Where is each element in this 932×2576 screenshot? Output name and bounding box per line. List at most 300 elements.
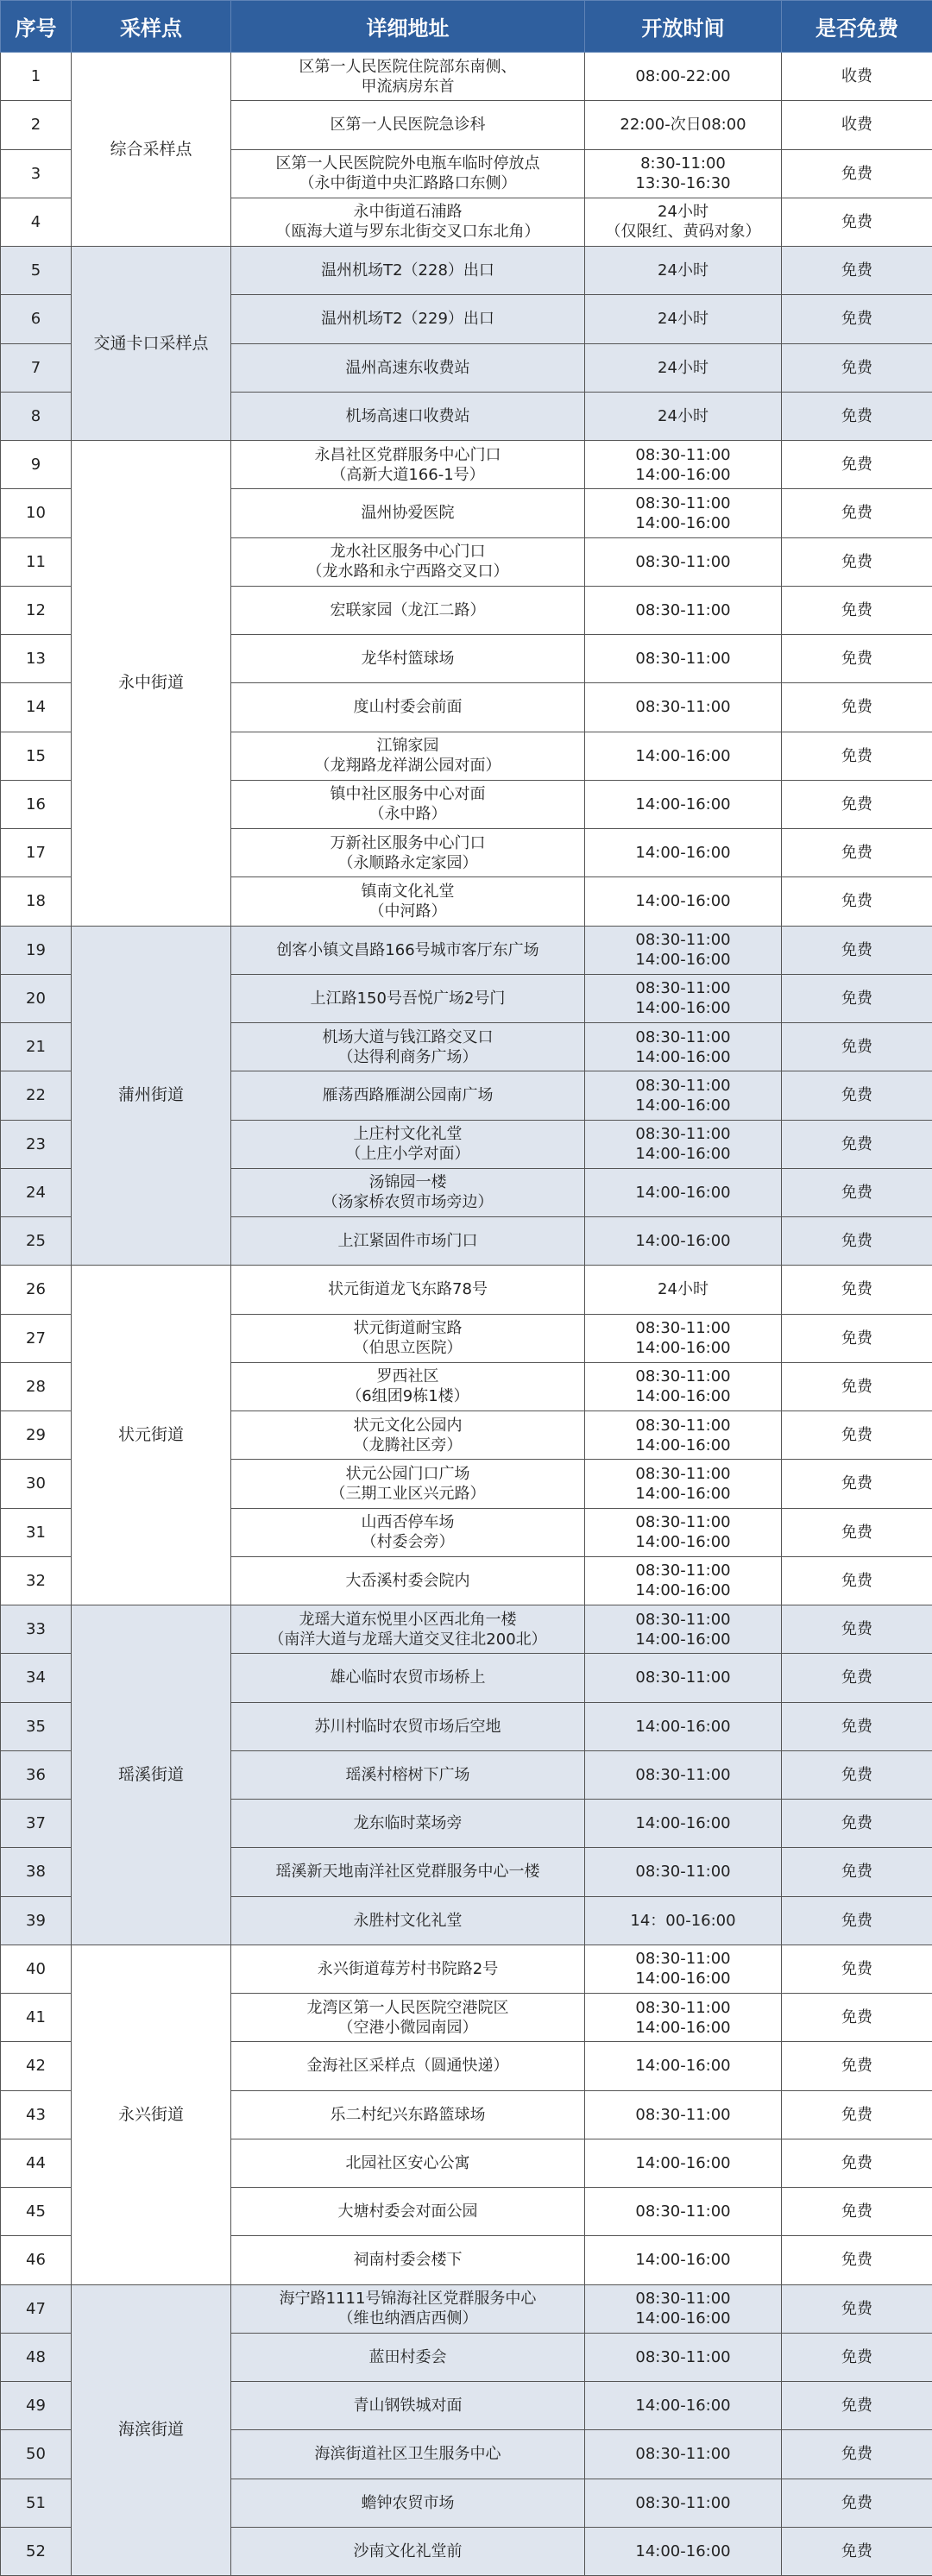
table-row (1, 247, 932, 295)
address-line: 温州机场T2（228）出口 (235, 261, 581, 280)
address-cell (231, 974, 585, 1022)
hours-line: 14:00-16:00 (589, 2153, 778, 2173)
fee-status: 免费 (782, 1896, 932, 1945)
hours-cell (585, 2333, 782, 2381)
hours-cell (585, 1605, 782, 1654)
fee-status: 免费 (782, 586, 932, 634)
hours-cell (585, 974, 782, 1022)
hours-cell (585, 392, 782, 440)
hours-line: 08:30-11:00 (589, 1318, 778, 1338)
hours-cell (585, 780, 782, 828)
address-line: （村委会旁） (235, 1532, 581, 1552)
row-number: 52 (1, 2527, 72, 2575)
fee-status: 免费 (782, 1702, 932, 1750)
row-number: 29 (1, 1411, 72, 1460)
table-row (1, 441, 932, 489)
address-line: 蟾钟农贸市场 (235, 2493, 581, 2513)
hours-line: 08:30-11:00 (589, 1998, 778, 2018)
address-line: （6组团9栋1楼） (235, 1386, 581, 1406)
hours-cell (585, 1314, 782, 1362)
fee-status: 免费 (782, 1945, 932, 1993)
hours-cell (585, 2527, 782, 2575)
hours-cell (585, 2139, 782, 2187)
hours-line: 14:00-16:00 (589, 998, 778, 1018)
fee-status: 免费 (782, 1654, 932, 1702)
address-line: 度山村委会前面 (235, 697, 581, 717)
address-cell (231, 1314, 585, 1362)
address-line: （永顺路永定家园） (235, 853, 581, 873)
address-cell (231, 1120, 585, 1168)
fee-status: 免费 (782, 732, 932, 780)
fee-status: 收费 (782, 53, 932, 101)
fee-status: 免费 (782, 149, 932, 198)
address-cell (231, 489, 585, 537)
address-line: 山西否停车场 (235, 1512, 581, 1532)
fee-status: 免费 (782, 2382, 932, 2430)
address-cell (231, 1362, 585, 1411)
fee-status: 免费 (782, 1362, 932, 1411)
fee-status: 免费 (782, 1556, 932, 1605)
address-cell (231, 2042, 585, 2090)
hours-line: 08:30-11:00 (589, 1124, 778, 1144)
sampling-point-group: 蒲州街道 (72, 926, 231, 1266)
row-number: 16 (1, 780, 72, 828)
address-line: 机场高速口收费站 (235, 406, 581, 426)
address-cell (231, 441, 585, 489)
row-number: 33 (1, 1605, 72, 1654)
row-number: 9 (1, 441, 72, 489)
hours-line: 24小时 (589, 358, 778, 378)
hours-cell (585, 926, 782, 974)
address-line: 龙东临时菜场旁 (235, 1813, 581, 1833)
row-number: 18 (1, 877, 72, 926)
row-number: 43 (1, 2090, 72, 2139)
fee-status: 免费 (782, 2284, 932, 2333)
row-number: 5 (1, 247, 72, 295)
hours-line: 08:30-11:00 (589, 2105, 778, 2125)
header-fee: 是否免费 (782, 1, 932, 53)
address-cell (231, 1266, 585, 1314)
address-line: 祠南村委会楼下 (235, 2250, 581, 2270)
address-cell (231, 1411, 585, 1460)
hours-line: 14:00-16:00 (589, 2541, 778, 2561)
address-cell (231, 2284, 585, 2333)
address-line: 瑶溪新天地南洋社区党群服务中心一楼 (235, 1862, 581, 1882)
address-cell (231, 537, 585, 586)
hours-line: 14:00-16:00 (589, 1231, 778, 1251)
fee-status: 免费 (782, 1071, 932, 1120)
hours-line: 08:30-11:00 (589, 1561, 778, 1580)
sampling-point-group: 交通卡口采样点 (72, 247, 231, 441)
address-line: 苏川村临时农贸市场后空地 (235, 1717, 581, 1737)
hours-cell (585, 2479, 782, 2527)
fee-status: 免费 (782, 877, 932, 926)
hours-cell (585, 1266, 782, 1314)
fee-status: 免费 (782, 1314, 932, 1362)
address-cell (231, 1654, 585, 1702)
hours-line: 14:00-16:00 (589, 1969, 778, 1989)
hours-cell (585, 2188, 782, 2236)
row-number: 6 (1, 295, 72, 343)
hours-line: 14:00-16:00 (589, 513, 778, 533)
header-point: 采样点 (72, 1, 231, 53)
address-line: 乐二村纪兴东路篮球场 (235, 2105, 581, 2125)
hours-cell (585, 1411, 782, 1460)
hours-cell (585, 1800, 782, 1848)
hours-line: 08:30-11:00 (589, 930, 778, 950)
address-cell (231, 2527, 585, 2575)
hours-cell (585, 101, 782, 149)
fee-status: 免费 (782, 1168, 932, 1216)
address-cell (231, 683, 585, 732)
address-cell (231, 2236, 585, 2284)
address-line: 江锦家园 (235, 736, 581, 756)
hours-cell (585, 53, 782, 101)
table-body (1, 53, 932, 2576)
row-number: 8 (1, 392, 72, 440)
table-row (1, 926, 932, 974)
row-number: 20 (1, 974, 72, 1022)
address-line: （汤家桥农贸市场旁边） (235, 1192, 581, 1212)
hours-line: 08:30-11:00 (589, 1512, 778, 1532)
address-cell (231, 586, 585, 634)
hours-line: 14:00-16:00 (589, 1717, 778, 1737)
address-line: 金海社区采样点（圆通快递） (235, 2056, 581, 2076)
hours-line: 08:30-11:00 (589, 1668, 778, 1687)
hours-cell (585, 198, 782, 246)
address-line: 海滨街道社区卫生服务中心 (235, 2444, 581, 2464)
address-cell (231, 1556, 585, 1605)
hours-cell (585, 877, 782, 926)
hours-line: 14:00-16:00 (589, 2396, 778, 2416)
hours-line: 08:30-11:00 (589, 600, 778, 620)
address-line: 永昌社区党群服务中心门口 (235, 445, 581, 465)
address-cell (231, 2479, 585, 2527)
hours-cell (585, 635, 782, 683)
hours-cell (585, 1071, 782, 1120)
row-number: 40 (1, 1945, 72, 1993)
fee-status: 免费 (782, 829, 932, 877)
hours-line: 14:00-16:00 (589, 795, 778, 814)
address-cell (231, 2430, 585, 2479)
row-number: 45 (1, 2188, 72, 2236)
row-number: 39 (1, 1896, 72, 1945)
fee-status: 免费 (782, 2090, 932, 2139)
fee-status: 免费 (782, 2236, 932, 2284)
address-line: 雁荡西路雁湖公园南广场 (235, 1085, 581, 1105)
address-line: 大岙溪村委会院内 (235, 1571, 581, 1591)
table-row (1, 2284, 932, 2333)
hours-line: 08:30-11:00 (589, 2289, 778, 2309)
hours-cell (585, 1168, 782, 1216)
address-line: 汤锦园一楼 (235, 1172, 581, 1192)
address-cell (231, 2188, 585, 2236)
fee-status: 免费 (782, 1023, 932, 1071)
hours-cell (585, 1217, 782, 1266)
hours-line: 08:30-11:00 (589, 978, 778, 998)
address-line: 龙水社区服务中心门口 (235, 542, 581, 562)
row-number: 49 (1, 2382, 72, 2430)
address-cell (231, 1848, 585, 1896)
address-line: （瓯海大道与罗东北街交叉口东北角） (235, 222, 581, 242)
address-line: 镇南文化礼堂 (235, 882, 581, 902)
sampling-point-group: 瑶溪街道 (72, 1605, 231, 1945)
address-line: 创客小镇文昌路166号城市客厅东广场 (235, 940, 581, 960)
address-line: （中河路） (235, 902, 581, 921)
address-line: 青山钢铁城对面 (235, 2396, 581, 2416)
address-line: 镇中社区服务中心对面 (235, 784, 581, 804)
hours-line: 08:30-11:00 (589, 1076, 778, 1096)
hours-line: 14:00-16:00 (589, 1096, 778, 1115)
address-line: 罗西社区 (235, 1367, 581, 1386)
hours-line: 14:00-16:00 (589, 1580, 778, 1600)
row-number: 2 (1, 101, 72, 149)
fee-status: 免费 (782, 1120, 932, 1168)
hours-cell (585, 1945, 782, 1993)
address-cell (231, 392, 585, 440)
header-row (1, 1, 932, 53)
hours-line: 14:00-16:00 (589, 465, 778, 485)
fee-status: 免费 (782, 198, 932, 246)
hours-line: 08:30-11:00 (589, 493, 778, 513)
table-row (1, 1605, 932, 1654)
address-cell (231, 732, 585, 780)
hours-cell (585, 537, 782, 586)
address-line: 上江路150号吾悦广场2号门 (235, 989, 581, 1008)
sampling-point-group: 状元街道 (72, 1266, 231, 1605)
address-line: 永中街道石浦路 (235, 202, 581, 222)
row-number: 3 (1, 149, 72, 198)
table-row (1, 1266, 932, 1314)
hours-cell (585, 829, 782, 877)
hours-cell (585, 2382, 782, 2430)
hours-line: 24小时 (589, 406, 778, 426)
hours-line: 13:30-16:30 (589, 173, 778, 193)
fee-status: 免费 (782, 2139, 932, 2187)
address-line: 甲流病房东首 (235, 77, 581, 97)
row-number: 22 (1, 1071, 72, 1120)
hours-cell (585, 1994, 782, 2042)
address-cell (231, 635, 585, 683)
hours-cell (585, 732, 782, 780)
hours-line: 14:00-16:00 (589, 1532, 778, 1552)
fee-status: 免费 (782, 441, 932, 489)
address-cell (231, 2333, 585, 2381)
hours-line: 14:00-16:00 (589, 2056, 778, 2076)
hours-line: 14:00-16:00 (589, 2309, 778, 2328)
address-line: （高新大道166-1号） (235, 465, 581, 485)
row-number: 32 (1, 1556, 72, 1605)
address-cell (231, 101, 585, 149)
address-cell (231, 247, 585, 295)
hours-cell (585, 2284, 782, 2333)
address-line: 雄心临时农贸市场桥上 (235, 1668, 581, 1687)
row-number: 15 (1, 732, 72, 780)
fee-status: 免费 (782, 537, 932, 586)
sampling-point-group: 永兴街道 (72, 1945, 231, 2284)
hours-line: 24小时 (589, 202, 778, 222)
hours-line: 08:30-11:00 (589, 649, 778, 669)
address-cell (231, 829, 585, 877)
hours-line: 14:00-16:00 (589, 746, 778, 766)
address-line: 大塘村委会对面公园 (235, 2202, 581, 2221)
address-line: 机场大道与钱江路交叉口 (235, 1027, 581, 1047)
address-line: （南洋大道与龙瑶大道交叉往北200北） (235, 1630, 581, 1649)
address-cell (231, 1217, 585, 1266)
address-line: （龙水路和永宁西路交叉口） (235, 562, 581, 581)
hours-line: 24小时 (589, 1279, 778, 1299)
address-cell (231, 149, 585, 198)
fee-status: 免费 (782, 2430, 932, 2479)
hours-line: 14:00-16:00 (589, 1183, 778, 1203)
address-line: 区第一人民医院住院部东南侧、 (235, 57, 581, 77)
address-line: 瑶溪村榕树下广场 (235, 1765, 581, 1785)
row-number: 23 (1, 1120, 72, 1168)
hours-cell (585, 149, 782, 198)
address-line: 北园社区安心公寓 (235, 2153, 581, 2173)
hours-line: 14:00-16:00 (589, 1047, 778, 1067)
sampling-point-group: 综合采样点 (72, 53, 231, 247)
row-number: 41 (1, 1994, 72, 2042)
address-cell (231, 198, 585, 246)
hours-line: 08:30-11:00 (589, 2202, 778, 2221)
address-cell (231, 780, 585, 828)
hours-cell (585, 586, 782, 634)
address-cell (231, 1702, 585, 1750)
row-number: 30 (1, 1460, 72, 1508)
header-seq: 序号 (1, 1, 72, 53)
hours-line: 14:00-16:00 (589, 1436, 778, 1455)
address-cell (231, 1508, 585, 1556)
address-line: （三期工业区兴元路） (235, 1484, 581, 1504)
address-line: 龙湾区第一人民医院空港院区 (235, 1998, 581, 2018)
hours-line: 14:00-16:00 (589, 1813, 778, 1833)
address-line: （伯思立医院） (235, 1338, 581, 1358)
hours-line: 08:30-11:00 (589, 697, 778, 717)
row-number: 51 (1, 2479, 72, 2527)
hours-line: 08:30-11:00 (589, 1027, 778, 1047)
address-cell (231, 2139, 585, 2187)
hours-line: 08:30-11:00 (589, 1949, 778, 1969)
row-number: 12 (1, 586, 72, 634)
address-cell (231, 295, 585, 343)
hours-line: 14:00-16:00 (589, 2250, 778, 2270)
address-line: （空港小微园南园） (235, 2018, 581, 2038)
row-number: 10 (1, 489, 72, 537)
hours-line: 08:30-11:00 (589, 2493, 778, 2513)
address-line: 永兴街道莓芳村书院路2号 (235, 1959, 581, 1979)
address-line: 温州协爱医院 (235, 503, 581, 523)
table-header (1, 1, 932, 53)
fee-status: 免费 (782, 974, 932, 1022)
hours-cell (585, 1120, 782, 1168)
fee-status: 免费 (782, 1994, 932, 2042)
row-number: 1 (1, 53, 72, 101)
fee-status: 免费 (782, 392, 932, 440)
address-line: 状元公园门口广场 (235, 1464, 581, 1484)
address-line: 宏联家园（龙江二路） (235, 600, 581, 620)
hours-cell (585, 1023, 782, 1071)
address-cell (231, 1168, 585, 1216)
fee-status: 免费 (782, 1800, 932, 1848)
table-row (1, 53, 932, 101)
fee-status: 免费 (782, 1848, 932, 1896)
address-cell (231, 2090, 585, 2139)
row-number: 47 (1, 2284, 72, 2333)
sampling-point-group: 永中街道 (72, 441, 231, 927)
fee-status: 免费 (782, 1750, 932, 1799)
address-cell (231, 1896, 585, 1945)
header-address: 详细地址 (231, 1, 585, 53)
row-number: 7 (1, 343, 72, 392)
address-line: 状元街道耐宝路 (235, 1318, 581, 1338)
address-cell (231, 877, 585, 926)
hours-cell (585, 1460, 782, 1508)
address-line: （达得利商务广场） (235, 1047, 581, 1067)
address-cell (231, 1023, 585, 1071)
row-number: 25 (1, 1217, 72, 1266)
hours-line: 14:00-16:00 (589, 1144, 778, 1164)
address-cell (231, 1460, 585, 1508)
row-number: 44 (1, 2139, 72, 2187)
fee-status: 免费 (782, 2188, 932, 2236)
fee-status: 免费 (782, 1266, 932, 1314)
fee-status: 免费 (782, 343, 932, 392)
address-cell (231, 1750, 585, 1799)
hours-line: 14:00-16:00 (589, 891, 778, 911)
address-line: 沙南文化礼堂前 (235, 2541, 581, 2561)
row-number: 36 (1, 1750, 72, 1799)
fee-status: 免费 (782, 247, 932, 295)
row-number: 48 (1, 2333, 72, 2381)
row-number: 4 (1, 198, 72, 246)
address-line: 状元文化公园内 (235, 1416, 581, 1436)
hours-cell (585, 1750, 782, 1799)
hours-line: 8:30-11:00 (589, 154, 778, 173)
address-cell (231, 1994, 585, 2042)
table-row (1, 1945, 932, 1993)
address-line: 蓝田村委会 (235, 2347, 581, 2367)
row-number: 21 (1, 1023, 72, 1071)
address-line: 温州高速东收费站 (235, 358, 581, 378)
hours-line: 08:30-11:00 (589, 1464, 778, 1484)
row-number: 24 (1, 1168, 72, 1216)
address-cell (231, 1800, 585, 1848)
hours-cell (585, 489, 782, 537)
hours-cell (585, 2430, 782, 2479)
row-number: 14 (1, 683, 72, 732)
hours-cell (585, 1848, 782, 1896)
hours-cell (585, 441, 782, 489)
fee-status: 免费 (782, 489, 932, 537)
hours-line: 24小时 (589, 261, 778, 280)
address-line: 状元街道龙飞东路78号 (235, 1279, 581, 1299)
hours-cell (585, 1556, 782, 1605)
hours-line: 14:00-16:00 (589, 2018, 778, 2038)
address-line: 永胜村文化礼堂 (235, 1911, 581, 1931)
fee-status: 免费 (782, 295, 932, 343)
row-number: 35 (1, 1702, 72, 1750)
address-line: 区第一人民医院急诊科 (235, 115, 581, 135)
fee-status: 免费 (782, 2333, 932, 2381)
address-cell (231, 1071, 585, 1120)
fee-status: 免费 (782, 635, 932, 683)
address-line: （永中街道中央汇路路口东侧） (235, 173, 581, 193)
fee-status: 免费 (782, 1508, 932, 1556)
address-line: 龙华村篮球场 (235, 649, 581, 669)
row-number: 46 (1, 2236, 72, 2284)
hours-line: 08:30-11:00 (589, 1367, 778, 1386)
